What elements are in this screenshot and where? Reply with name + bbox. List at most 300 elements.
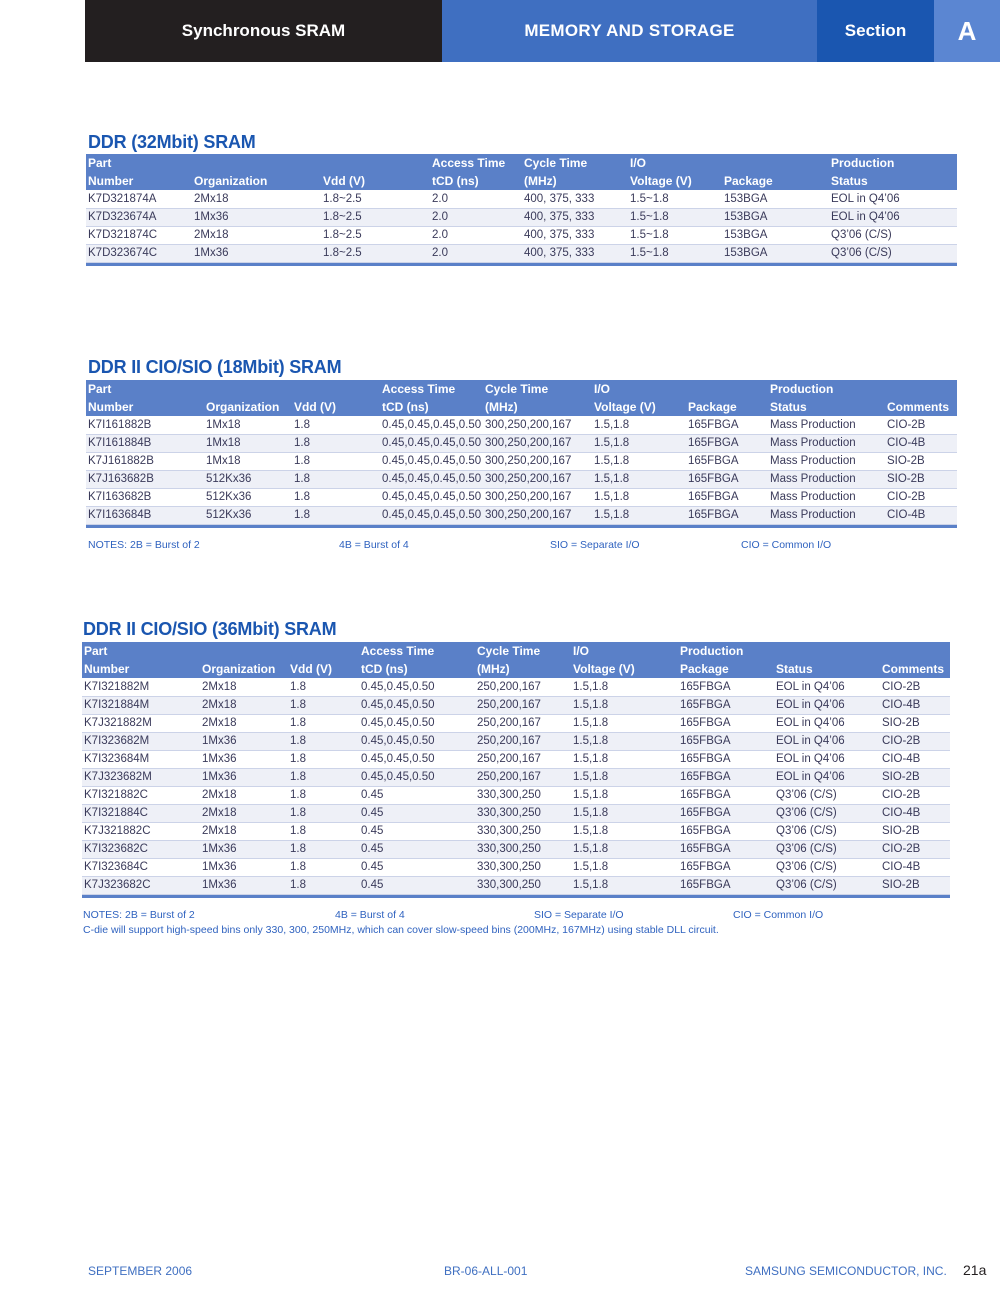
- table-cell: 2Mx18: [202, 717, 237, 729]
- table-cell: 1Mx36: [202, 771, 237, 783]
- table-cell: 1.8: [294, 455, 310, 467]
- table-cell: EOL in Q4’06: [776, 717, 845, 729]
- table2-header-row-2: [86, 398, 957, 416]
- table-cell: 2.0: [432, 211, 448, 223]
- table-cell: SIO-2B: [882, 717, 920, 729]
- table-row: [86, 244, 957, 262]
- table-cell: 250,200,167: [477, 753, 541, 765]
- table-cell: K7I321882C: [84, 789, 148, 801]
- table1-title: DDR (32Mbit) SRAM: [88, 132, 256, 152]
- table-cell: 512Kx36: [206, 473, 252, 485]
- table-cell: SIO-2B: [882, 771, 920, 783]
- t2-header-cell: [204, 380, 292, 398]
- table-cell: 330,300,250: [477, 879, 541, 891]
- table-cell: 1.8: [290, 843, 306, 855]
- table-cell: K7J161882B: [88, 455, 154, 467]
- table1-header-row-1: [86, 154, 957, 172]
- table3-footnote-text: C-die will support high-speed bins only 330, 300, 250MHz, which can cover slow-speed bins (200MHz, 167MHz) using stable DLL circuit.: [83, 924, 719, 936]
- t3-header-cell: Production: [680, 644, 744, 658]
- t3-header-cell: I/O: [573, 644, 590, 658]
- table2-note-1: NOTES: 2B = Burst of 2: [88, 539, 200, 551]
- table-cell: 1.8: [290, 807, 306, 819]
- table-cell: 1.8~2.5: [323, 247, 362, 259]
- t1-column-header: tCD (ns): [432, 174, 479, 188]
- table3-notes: [83, 909, 943, 923]
- table-cell: 165FBGA: [680, 861, 731, 873]
- t3-column-header: (MHz): [477, 662, 510, 676]
- t2-column-header: Package: [688, 400, 737, 414]
- table-cell: 165FBGA: [680, 789, 731, 801]
- table-cell: 2.0: [432, 247, 448, 259]
- table-cell: 1.8: [290, 861, 306, 873]
- table-cell: 1Mx36: [194, 211, 229, 223]
- t3-column-header: Organization: [202, 662, 276, 676]
- header-letter-text: A: [957, 15, 977, 46]
- table-cell: SIO-2B: [887, 473, 925, 485]
- table-row: [86, 208, 957, 226]
- table-cell: Q3’06 (C/S): [776, 843, 837, 855]
- table-cell: 165FBGA: [680, 771, 731, 783]
- table2-body: [86, 416, 957, 524]
- table3-body: [82, 678, 950, 894]
- table-cell: EOL in Q4’06: [831, 211, 900, 223]
- table-row: [86, 190, 957, 208]
- table-cell: 165FBGA: [680, 699, 731, 711]
- table-cell: K7D321874C: [88, 229, 158, 241]
- table-cell: 1.8: [290, 717, 306, 729]
- table-cell: SIO-2B: [887, 455, 925, 467]
- t1-header-cell: Cycle Time: [524, 156, 588, 170]
- table-cell: 1.5,1.8: [573, 699, 609, 711]
- table-cell: 0.45,0.45,0.45,0.50: [382, 418, 482, 431]
- table-cell: 1Mx36: [202, 753, 237, 765]
- table-cell: K7I323684C: [84, 861, 148, 873]
- table-cell: K7I321884C: [84, 807, 148, 819]
- table-cell: 165FBGA: [688, 509, 739, 521]
- table-cell: Q3’06 (C/S): [831, 229, 892, 241]
- table2-title: DDR II CIO/SIO (18Mbit) SRAM: [88, 357, 342, 377]
- table-cell: 0.45,0.45,0.50: [361, 735, 435, 747]
- t3-column-header: tCD (ns): [361, 662, 408, 676]
- table-cell: 0.45: [361, 861, 384, 873]
- t2-header-cell: Part: [88, 382, 112, 396]
- table-row: [82, 732, 950, 750]
- table-cell: 1.5~1.8: [630, 247, 669, 259]
- table-cell: 2Mx18: [202, 699, 237, 711]
- table-cell: CIO-2B: [882, 680, 921, 693]
- header-middle-text: MEMORY AND STORAGE: [524, 21, 735, 40]
- table-cell: Q3’06 (C/S): [776, 861, 837, 873]
- table-cell: 300,250,200,167: [485, 491, 572, 503]
- table-cell: 250,200,167: [477, 699, 541, 711]
- t2-column-header: Vdd (V): [294, 400, 336, 414]
- table2-bottom-rule: [86, 525, 957, 528]
- table-cell: 1.8~2.5: [323, 211, 362, 223]
- table-cell: 1Mx36: [194, 247, 229, 259]
- table-cell: 1.8: [290, 753, 306, 765]
- t1-header-cell: [192, 154, 321, 172]
- header-category: [442, 0, 817, 62]
- table-cell: 2Mx18: [194, 192, 229, 205]
- table-cell: CIO-4B: [887, 509, 926, 521]
- table-cell: CIO-2B: [887, 491, 926, 503]
- t3-header-cell: [288, 642, 359, 660]
- table-cell: 1.5,1.8: [573, 771, 609, 783]
- table-row: [86, 470, 957, 488]
- table-cell: CIO-4B: [882, 753, 921, 765]
- table-cell: 1.8~2.5: [323, 229, 362, 241]
- table-cell: 165FBGA: [680, 825, 731, 837]
- table-cell: 1.8: [294, 418, 310, 431]
- t3-column-header: Comments: [882, 662, 945, 676]
- table-cell: EOL in Q4’06: [776, 771, 845, 783]
- table-cell: 1.5,1.8: [573, 789, 609, 801]
- table3-title: DDR II CIO/SIO (36Mbit) SRAM: [83, 619, 337, 639]
- table-cell: 1.8: [290, 699, 306, 711]
- t3-header-cell: [880, 642, 950, 660]
- table-cell: 1.8: [294, 491, 310, 503]
- t1-column-header: Voltage (V): [630, 174, 692, 188]
- table-cell: 165FBGA: [680, 879, 731, 891]
- table-cell: Mass Production: [770, 437, 856, 449]
- table-cell: 1.5~1.8: [630, 211, 669, 223]
- table-cell: 1.5,1.8: [573, 825, 609, 837]
- table-cell: 0.45,0.45,0.45,0.50: [382, 509, 482, 521]
- table-cell: 165FBGA: [688, 473, 739, 485]
- t3-column-header: Number: [84, 662, 130, 676]
- table-cell: 1.5,1.8: [573, 807, 609, 819]
- t2-column-header: Comments: [887, 400, 950, 414]
- table-cell: 1.5,1.8: [594, 418, 630, 431]
- table-cell: 1.8: [294, 437, 310, 449]
- table-cell: K7J323682C: [84, 879, 151, 891]
- table-row: [86, 416, 957, 434]
- table-cell: 400, 375, 333: [524, 192, 595, 205]
- table-cell: Q3’06 (C/S): [776, 789, 837, 801]
- header-section-letter: [934, 0, 1000, 62]
- table-cell: 153BGA: [724, 192, 768, 205]
- header-section-label: [817, 0, 934, 62]
- table-cell: CIO-4B: [882, 699, 921, 711]
- table-cell: 1.8: [290, 680, 306, 693]
- table-row: [82, 768, 950, 786]
- table-cell: 1.5,1.8: [594, 509, 630, 521]
- table-row: [82, 678, 950, 696]
- table-cell: 1.5,1.8: [573, 753, 609, 765]
- table-cell: SIO-2B: [882, 879, 920, 891]
- table-cell: 330,300,250: [477, 807, 541, 819]
- table-cell: 300,250,200,167: [485, 437, 572, 449]
- table-cell: K7J321882C: [84, 825, 151, 837]
- table-row: [82, 876, 950, 894]
- table2-notes: [88, 539, 948, 553]
- table-cell: 0.45,0.45,0.50: [361, 753, 435, 765]
- table-cell: K7I323682M: [84, 735, 150, 747]
- table-cell: 165FBGA: [688, 491, 739, 503]
- table-cell: Mass Production: [770, 418, 856, 431]
- table-cell: 330,300,250: [477, 825, 541, 837]
- table-cell: 1.5,1.8: [573, 680, 609, 693]
- table-cell: 300,250,200,167: [485, 455, 572, 467]
- table-cell: Mass Production: [770, 509, 856, 521]
- table-cell: 1.5,1.8: [594, 473, 630, 485]
- table-cell: 165FBGA: [688, 418, 739, 431]
- table-cell: K7J321882M: [84, 717, 152, 729]
- t3-header-cell: [200, 642, 288, 660]
- table-cell: 1Mx36: [202, 735, 237, 747]
- table-cell: K7I321882M: [84, 680, 150, 693]
- table-cell: 512Kx36: [206, 491, 252, 503]
- table-cell: 1.8: [294, 473, 310, 485]
- table-cell: 330,300,250: [477, 861, 541, 873]
- table-cell: 400, 375, 333: [524, 229, 595, 241]
- table2-header-row-1: [86, 380, 957, 398]
- table-row: [86, 226, 957, 244]
- table-cell: 153BGA: [724, 247, 768, 259]
- table-cell: 165FBGA: [688, 455, 739, 467]
- table2-note-4: CIO = Common I/O: [741, 539, 832, 551]
- table-cell: CIO-4B: [882, 807, 921, 819]
- header-section-text: Section: [844, 21, 907, 40]
- table-cell: EOL in Q4’06: [831, 192, 900, 205]
- table-row: [82, 858, 950, 876]
- table-cell: 0.45,0.45,0.50: [361, 717, 435, 729]
- table-cell: 250,200,167: [477, 717, 541, 729]
- table3: [82, 642, 950, 898]
- table-cell: 300,250,200,167: [485, 473, 572, 485]
- table-cell: Mass Production: [770, 491, 856, 503]
- table-cell: CIO-2B: [887, 418, 926, 431]
- table3-footnote: [83, 924, 963, 938]
- page-number: 21a: [963, 1262, 987, 1278]
- table3-grid: [82, 642, 950, 895]
- table-cell: 1Mx36: [202, 861, 237, 873]
- table-cell: 250,200,167: [477, 680, 541, 693]
- t1-column-header: Status: [831, 174, 868, 188]
- table-row: [86, 452, 957, 470]
- t3-header-cell: Part: [84, 644, 108, 658]
- table-cell: 1.5,1.8: [573, 735, 609, 747]
- table-cell: K7I321884M: [84, 699, 150, 711]
- table-cell: 1.5,1.8: [573, 879, 609, 891]
- table-cell: 165FBGA: [680, 753, 731, 765]
- table1-bottom-rule: [86, 263, 957, 266]
- table-cell: K7I163684B: [88, 509, 152, 521]
- table-cell: CIO-2B: [882, 735, 921, 747]
- table-cell: 0.45: [361, 879, 384, 891]
- footer-doc-id: BR-06-ALL-001: [444, 1264, 528, 1278]
- table1-body: [86, 190, 957, 262]
- table-cell: 330,300,250: [477, 843, 541, 855]
- table-cell: 0.45,0.45,0.50: [361, 771, 435, 783]
- table1-header-row-2: [86, 172, 957, 190]
- table-cell: 1.8: [290, 789, 306, 801]
- t2-header-cell: [292, 380, 380, 398]
- table-row: [82, 786, 950, 804]
- table3-header-row-1: [82, 642, 950, 660]
- table-cell: 165FBGA: [680, 843, 731, 855]
- table-cell: CIO-4B: [887, 437, 926, 449]
- table-cell: K7J323682M: [84, 771, 152, 783]
- table-cell: 165FBGA: [680, 735, 731, 747]
- table-cell: 1.5,1.8: [573, 843, 609, 855]
- table-cell: Q3’06 (C/S): [776, 825, 837, 837]
- table3-bottom-rule: [82, 895, 950, 898]
- t2-column-header: Number: [88, 400, 134, 414]
- table-cell: 2Mx18: [202, 825, 237, 837]
- table-cell: Mass Production: [770, 473, 856, 485]
- table-cell: Q3’06 (C/S): [831, 247, 892, 259]
- t1-column-header: (MHz): [524, 174, 557, 188]
- table-cell: K7I161884B: [88, 437, 152, 449]
- table-cell: 1Mx36: [202, 843, 237, 855]
- table-cell: K7D323674C: [88, 247, 158, 259]
- table-cell: 1.8: [290, 825, 306, 837]
- table-cell: 165FBGA: [680, 717, 731, 729]
- table-cell: 165FBGA: [680, 807, 731, 819]
- table-row: [82, 750, 950, 768]
- table-row: [86, 434, 957, 452]
- t3-column-header: Status: [776, 662, 813, 676]
- table-cell: 400, 375, 333: [524, 211, 595, 223]
- table-cell: 300,250,200,167: [485, 418, 572, 431]
- table-row: [86, 506, 957, 524]
- t2-header-cell: [885, 380, 957, 398]
- t1-header-cell: Production: [831, 156, 895, 170]
- table-cell: 2Mx18: [202, 789, 237, 801]
- table-cell: CIO-4B: [882, 861, 921, 873]
- table-row: [86, 488, 957, 506]
- table1: [86, 154, 957, 266]
- t1-column-header: Organization: [194, 174, 268, 188]
- table-row: [82, 696, 950, 714]
- table-cell: 1.5,1.8: [573, 861, 609, 873]
- table-cell: 1.5,1.8: [573, 717, 609, 729]
- table-cell: 0.45,0.45,0.45,0.50: [382, 491, 482, 503]
- table-cell: Mass Production: [770, 455, 856, 467]
- table-cell: 400, 375, 333: [524, 247, 595, 259]
- t2-column-header: Voltage (V): [594, 400, 656, 414]
- t2-header-cell: [686, 380, 768, 398]
- table-cell: 2.0: [432, 192, 448, 205]
- t3-header-cell: Access Time: [361, 644, 435, 658]
- t2-column-header: Status: [770, 400, 807, 414]
- table1-header: [86, 154, 957, 190]
- t2-header-cell: Cycle Time: [485, 382, 549, 396]
- table-cell: CIO-2B: [882, 789, 921, 801]
- table-cell: 512Kx36: [206, 509, 252, 521]
- table-row: [82, 840, 950, 858]
- table-cell: K7J163682B: [88, 473, 154, 485]
- table-cell: 0.45,0.45,0.45,0.50: [382, 437, 482, 449]
- table-cell: 0.45,0.45,0.45,0.50: [382, 455, 482, 467]
- table-cell: 2Mx18: [202, 680, 237, 693]
- t3-column-header: Package: [680, 662, 729, 676]
- table3-note-4: CIO = Common I/O: [733, 909, 824, 921]
- table-cell: 250,200,167: [477, 735, 541, 747]
- table-cell: 1.5,1.8: [594, 455, 630, 467]
- table-cell: K7D321874A: [88, 192, 157, 205]
- table-cell: 1.5~1.8: [630, 192, 669, 205]
- t2-column-header: tCD (ns): [382, 400, 429, 414]
- t2-header-cell: Access Time: [382, 382, 456, 396]
- table-cell: 0.45: [361, 807, 384, 819]
- table2-note-3: SIO = Separate I/O: [550, 539, 640, 551]
- t1-column-header: Package: [724, 174, 773, 188]
- table3-note-3: SIO = Separate I/O: [534, 909, 624, 921]
- table-cell: 1Mx36: [202, 879, 237, 891]
- t1-header-cell: Part: [88, 156, 112, 170]
- table2-header: [86, 380, 957, 416]
- footer-company: SAMSUNG SEMICONDUCTOR, INC.: [745, 1264, 947, 1278]
- table-cell: 0.45: [361, 843, 384, 855]
- table3-note-2: 4B = Burst of 4: [335, 909, 405, 921]
- table-row: [82, 714, 950, 732]
- t2-column-header: Organization: [206, 400, 280, 414]
- t2-header-cell: I/O: [594, 382, 611, 396]
- t1-header-cell: [722, 154, 829, 172]
- header-left-text: Synchronous SRAM: [181, 21, 346, 40]
- table-cell: 153BGA: [724, 229, 768, 241]
- table-cell: CIO-2B: [882, 843, 921, 855]
- table-cell: K7I323682C: [84, 843, 148, 855]
- table-cell: 1.8: [290, 735, 306, 747]
- table-cell: 1.5,1.8: [594, 437, 630, 449]
- table3-note-1: NOTES: 2B = Burst of 2: [83, 909, 195, 921]
- t3-column-header: Voltage (V): [573, 662, 635, 676]
- table1-grid: [86, 154, 957, 263]
- table-cell: 0.45: [361, 825, 384, 837]
- table-cell: 300,250,200,167: [485, 509, 572, 521]
- table-row: [82, 822, 950, 840]
- table-cell: 0.45,0.45,0.50: [361, 680, 435, 693]
- table-cell: 1.8: [290, 879, 306, 891]
- table2: [86, 380, 957, 528]
- table-cell: 0.45,0.45,0.50: [361, 699, 435, 711]
- table-cell: 250,200,167: [477, 771, 541, 783]
- table3-header-row-2: [82, 660, 950, 678]
- table-cell: 2Mx18: [194, 229, 229, 241]
- t2-header-cell: Production: [770, 382, 834, 396]
- table-cell: 0.45: [361, 789, 384, 801]
- table-cell: 1Mx18: [206, 455, 241, 467]
- footer-date: SEPTEMBER 2006: [88, 1264, 193, 1278]
- table-cell: 1.5,1.8: [594, 491, 630, 503]
- t3-header-cell: Cycle Time: [477, 644, 541, 658]
- table-cell: 153BGA: [724, 211, 768, 223]
- table-cell: K7I163682B: [88, 491, 152, 503]
- table-cell: 2.0: [432, 229, 448, 241]
- table-cell: 1.8: [294, 509, 310, 521]
- table2-note-2: 4B = Burst of 4: [339, 539, 409, 551]
- table-cell: 1Mx18: [206, 418, 241, 431]
- t1-header-cell: Access Time: [432, 156, 506, 170]
- table-cell: 1.8~2.5: [323, 192, 362, 205]
- table-cell: 2Mx18: [202, 807, 237, 819]
- table-cell: 165FBGA: [680, 680, 731, 693]
- t1-column-header: Number: [88, 174, 134, 188]
- table-cell: 0.45,0.45,0.45,0.50: [382, 473, 482, 485]
- table-cell: EOL in Q4’06: [776, 753, 845, 765]
- table-cell: EOL in Q4’06: [776, 699, 845, 711]
- table-cell: Q3’06 (C/S): [776, 807, 837, 819]
- header-product-family: [85, 0, 442, 62]
- table-cell: Q3’06 (C/S): [776, 879, 837, 891]
- t1-column-header: Vdd (V): [323, 174, 365, 188]
- table-cell: SIO-2B: [882, 825, 920, 837]
- t3-header-cell: [774, 642, 880, 660]
- table-cell: 1Mx18: [206, 437, 241, 449]
